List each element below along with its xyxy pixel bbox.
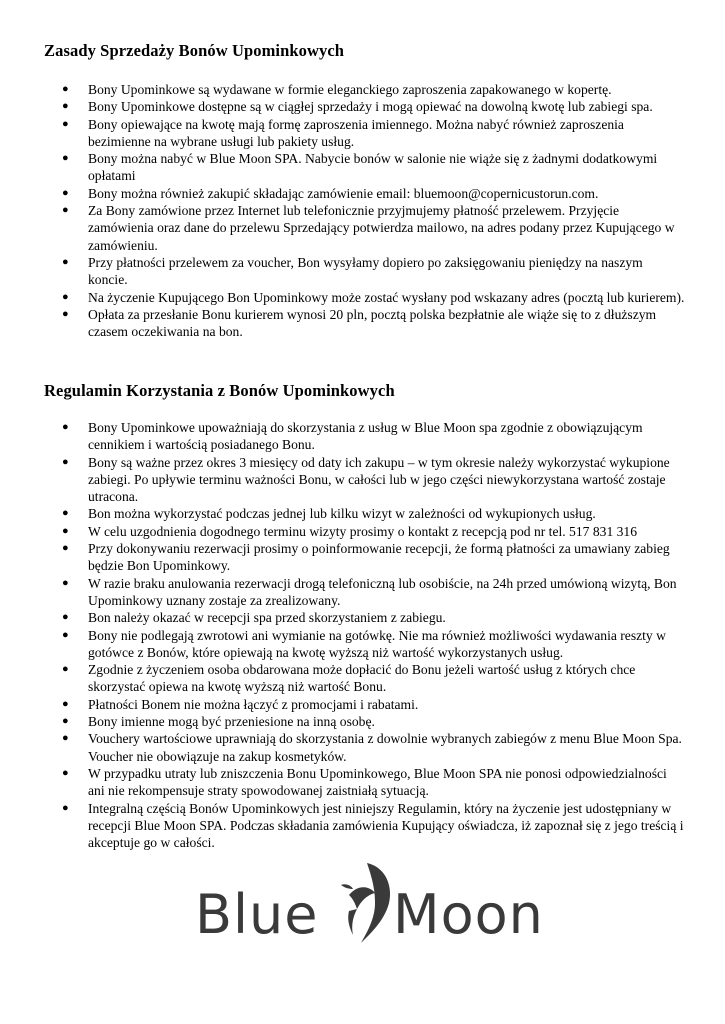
list-item [0, 306, 725, 341]
list-item [0, 800, 725, 852]
list-item-text: Bony można również zakupić składając zamówienie email: bluemoon@copernicustorun.com. [88, 185, 599, 201]
list-item [0, 609, 725, 626]
bullet-icon: ● [62, 715, 69, 728]
list-item-text: Bony są ważne przez okres 3 miesięcy od daty ich zakupu – w tym okresie należy wykorzystać wykupione zabiegi. Po upływie terminu ważności Bonu, w całości lub w jego części niewykorzystana wartość zostaje utracona. [88, 454, 670, 505]
bullet-icon: ● [62, 186, 69, 199]
bullet-icon: ● [62, 697, 69, 710]
list-item-text: Integralną częścią Bonów Upominkowych jest niniejszy Regulamin, który na życzenie jest udostępniany w recepcji Blue Moon SPA. Podczas składania zamówienia Kupujący oświadcza, iż zapoznał się z jego treścią i akceptuje go w całości. [88, 800, 684, 851]
list-item [0, 523, 725, 540]
list-item-text: W przypadku utraty lub zniszczenia Bonu Upominkowego, Blue Moon SPA nie ponosi odpowiedzialności ani nie rekompensuje straty spowodowanej zaistniałą sytuacją. [88, 765, 667, 799]
list-item [0, 150, 725, 185]
bullet-icon: ● [62, 117, 69, 130]
list-item [0, 254, 725, 289]
sales-rules-list [0, 81, 725, 340]
list-item [0, 81, 725, 98]
logo-word-moon: Moon [393, 883, 544, 946]
bullet-icon: ● [62, 611, 69, 624]
list-item [0, 540, 725, 575]
list-item-text: Bony Upominkowe są wydawane w formie eleganckiego zaproszenia zapakowanego w kopertę. [88, 82, 612, 97]
list-item-text: W celu uzgodnienia dogodnego terminu wizyty prosimy o kontakt z recepcją pod nr tel. 517 831 316 [88, 523, 638, 539]
list-item [0, 419, 725, 454]
list-item [0, 713, 725, 730]
list-item-text: Zgodnie z życzeniem osoba obdarowana może dopłacić do Bonu jeżeli wartość usług z których chce skorzystać opiewa na kwotę wyższą niż wartość Bonu. [88, 662, 636, 695]
list-item-text: Bon można wykorzystać podczas jednej lub kilku wizyt w zależności od wykupionych usług. [88, 506, 596, 522]
list-item-text: Vouchery wartościowe uprawniają do skorzystania z dowolnie wybranych zabiegów z menu Blue Moon Spa. Voucher nie obowiązuje na zakup kosmetyków. [88, 731, 682, 764]
list-item-text: Płatności Bonem nie można łączyć z promocjami i rabatami. [88, 696, 419, 712]
bullet-icon: ● [62, 766, 69, 779]
bullet-icon: ● [62, 732, 69, 745]
list-item [0, 696, 725, 713]
list-item [0, 454, 725, 506]
bullet-icon: ● [62, 307, 69, 320]
list-item-text: Opłata za przesłanie Bonu kurierem wynosi 20 pln, pocztą polska bezpłatnie ale wiąże się to z dłuższym czasem oczekiwania na bon. [88, 306, 657, 340]
list-item [0, 765, 725, 800]
bullet-icon: ● [62, 290, 69, 303]
list-item [0, 202, 725, 254]
bullet-icon: ● [62, 524, 69, 537]
list-item-text: Przy dokonywaniu rezerwacji prosimy o poinformowanie recepcji, że formą płatności za umawiany zabieg będzie Bon Upominkowy. [88, 541, 670, 574]
list-item-text: Bony opiewające na kwotę mają formę zaproszenia imiennego. Można nabyć również zaproszenia bezimienne na wybrane usługi lub pakiety usług. [88, 116, 624, 149]
blue-moon-logo [195, 855, 544, 955]
list-item [0, 730, 725, 765]
list-item [0, 98, 725, 115]
bullet-icon: ● [62, 100, 69, 113]
bullet-icon: ● [62, 628, 69, 641]
bullet-icon: ● [62, 663, 69, 676]
list-item [0, 627, 725, 662]
bullet-icon: ● [62, 204, 69, 217]
bullet-icon: ● [62, 507, 69, 520]
list-item-text: Bony Upominkowe dostępne są w ciągłej sprzedaży i mogą opiewać na dowolną kwotę lub zabiegi spa. [88, 99, 653, 115]
list-item-text: W razie braku anulowania rezerwacji drogą telefoniczną lub osobiście, na 24h przed umówioną wizytą, Bon Upominkowy uznany zostaje za zrealizowany. [88, 575, 677, 608]
bullet-icon: ● [62, 255, 69, 268]
logo-word-blue: Blue [195, 883, 319, 946]
list-item [0, 505, 725, 522]
bullet-icon: ● [62, 421, 69, 433]
list-item [0, 661, 725, 696]
list-item-text: Bony Upominkowe upoważniają do skorzystania z usług w Blue Moon spa zgodnie z obowiązującym cennikiem i wartością posiadanego Bonu. [88, 420, 643, 453]
list-item-text: Przy płatności przelewem za voucher, Bon wysyłamy dopiero po zaksięgowaniu pieniędzy na naszym koncie. [88, 254, 643, 288]
list-item [0, 575, 725, 610]
list-item-text: Bony nie podlegają zwrotowi ani wymianie na gotówkę. Nie ma również możliwości wydawania reszty w gotówce z Bonów, które opiewają na kwotę wyższą niż wartość wykorzystanych usług. [88, 627, 666, 660]
bullet-icon: ● [62, 576, 69, 589]
list-item [0, 289, 725, 306]
usage-terms-list [0, 419, 725, 851]
sales-rules-heading: Zasady Sprzedaży Bonów Upominkowych [44, 41, 345, 60]
list-item-text: Bony można nabyć w Blue Moon SPA. Nabycie bonów w salonie nie wiąże się z żadnymi dodatkowymi opłatami [88, 151, 658, 184]
list-item-text: Za Bony zamówione przez Internet lub telefonicznie przyjmujemy płatność przelewem. Przyjęcie zamówienia oraz dane do przelewu Sprzedający potwierdza mailowo, na adres podany przez Kupującego w zamówieniu. [88, 203, 675, 253]
bullet-icon: ● [62, 152, 69, 165]
bullet-icon: ● [62, 801, 69, 814]
list-item-text: Bony imienne mogą być przeniesione na inną osobę. [88, 714, 375, 730]
list-item-text: Na życzenie Kupującego Bon Upominkowy może zostać wysłany pod wskazany adres (pocztą lub kurierem). [88, 289, 685, 305]
list-item-text: Bon należy okazać w recepcji spa przed skorzystaniem z zabiegu. [88, 610, 446, 626]
list-item [0, 116, 725, 151]
list-item [0, 185, 725, 202]
usage-terms-heading: Regulamin Korzystania z Bonów Upominkowych [44, 381, 395, 400]
bullet-icon: ● [62, 83, 69, 95]
bullet-icon: ● [62, 455, 69, 468]
bullet-icon: ● [62, 542, 69, 555]
